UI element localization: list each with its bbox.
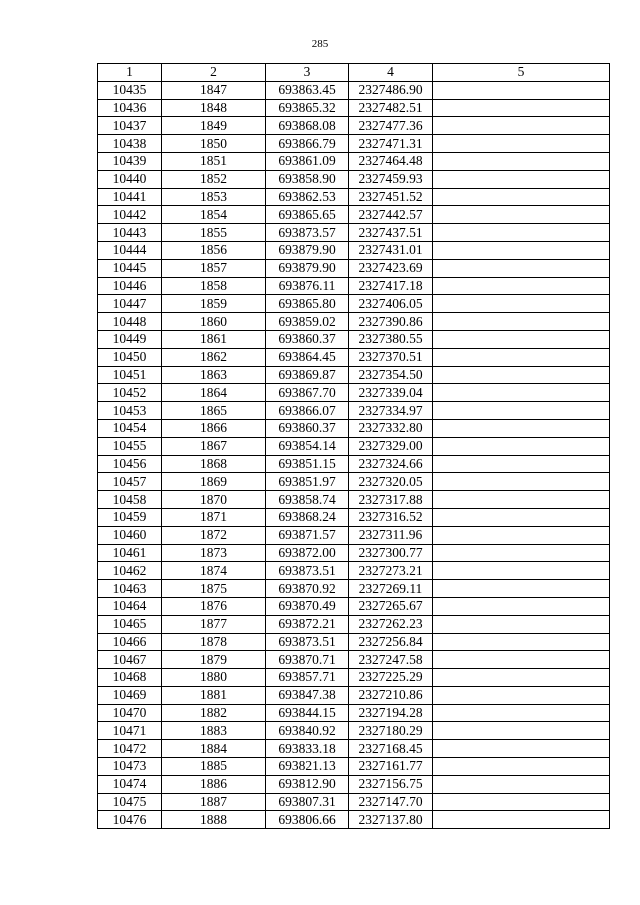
table-cell-col-2: 1874 <box>162 562 266 580</box>
table-row <box>98 651 610 669</box>
table-cell-col-1: 10466 <box>98 633 162 651</box>
table-row <box>98 384 610 402</box>
table-cell-col-4: 2327459.93 <box>349 170 433 188</box>
table-cell-col-4: 2327316.52 <box>349 508 433 526</box>
table-cell-col-5 <box>433 686 610 704</box>
table-cell-col-3: 693873.57 <box>266 224 349 242</box>
header-row <box>98 64 610 82</box>
table-cell-col-3: 693812.90 <box>266 775 349 793</box>
table-cell-col-1: 10470 <box>98 704 162 722</box>
table-cell-col-1: 10443 <box>98 224 162 242</box>
table-cell-col-2: 1864 <box>162 384 266 402</box>
table-cell-col-2: 1856 <box>162 241 266 259</box>
table-cell-col-1: 10460 <box>98 526 162 544</box>
table-cell-col-2: 1850 <box>162 135 266 153</box>
table-cell-col-2: 1868 <box>162 455 266 473</box>
table-cell-col-1: 10476 <box>98 811 162 829</box>
table-cell-col-3: 693861.09 <box>266 152 349 170</box>
table-cell-col-5 <box>433 259 610 277</box>
table-cell-col-4: 2327273.21 <box>349 562 433 580</box>
table-row <box>98 491 610 509</box>
table-cell-col-2: 1877 <box>162 615 266 633</box>
table-cell-col-3: 693860.37 <box>266 330 349 348</box>
table-cell-col-1: 10437 <box>98 117 162 135</box>
table-row <box>98 135 610 153</box>
table-body <box>98 81 610 828</box>
table-cell-col-4: 2327471.31 <box>349 135 433 153</box>
table-cell-col-5 <box>433 597 610 615</box>
table-cell-col-5 <box>433 740 610 758</box>
table-row <box>98 740 610 758</box>
table-cell-col-1: 10463 <box>98 580 162 598</box>
table-cell-col-5 <box>433 313 610 331</box>
table-row <box>98 330 610 348</box>
table-row <box>98 99 610 117</box>
table-cell-col-1: 10436 <box>98 99 162 117</box>
table-cell-col-3: 693870.71 <box>266 651 349 669</box>
table-row <box>98 775 610 793</box>
table-cell-col-3: 693858.90 <box>266 170 349 188</box>
table-row <box>98 419 610 437</box>
table-row <box>98 615 610 633</box>
table-cell-col-5 <box>433 152 610 170</box>
table-cell-col-4: 2327269.11 <box>349 580 433 598</box>
table-cell-col-1: 10475 <box>98 793 162 811</box>
table-cell-col-2: 1888 <box>162 811 266 829</box>
table-cell-col-4: 2327324.66 <box>349 455 433 473</box>
table-cell-col-2: 1875 <box>162 580 266 598</box>
table-cell-col-3: 693858.74 <box>266 491 349 509</box>
table-cell-col-3: 693833.18 <box>266 740 349 758</box>
table-cell-col-4: 2327417.18 <box>349 277 433 295</box>
table-cell-col-4: 2327300.77 <box>349 544 433 562</box>
table-row <box>98 348 610 366</box>
table-cell-col-5 <box>433 793 610 811</box>
table-cell-col-2: 1854 <box>162 206 266 224</box>
table-cell-col-3: 693857.71 <box>266 669 349 687</box>
table-cell-col-3: 693879.90 <box>266 241 349 259</box>
table-cell-col-1: 10439 <box>98 152 162 170</box>
table-cell-col-5 <box>433 99 610 117</box>
table-cell-col-3: 693865.32 <box>266 99 349 117</box>
table-cell-col-5 <box>433 722 610 740</box>
table-row <box>98 704 610 722</box>
table-cell-col-3: 693879.90 <box>266 259 349 277</box>
table-cell-col-4: 2327317.88 <box>349 491 433 509</box>
table-cell-col-1: 10459 <box>98 508 162 526</box>
table-cell-col-5 <box>433 544 610 562</box>
table-cell-col-2: 1852 <box>162 170 266 188</box>
table-cell-col-5 <box>433 508 610 526</box>
table-row <box>98 170 610 188</box>
table-cell-col-3: 693864.45 <box>266 348 349 366</box>
table-row <box>98 686 610 704</box>
table-row <box>98 206 610 224</box>
table-cell-col-1: 10438 <box>98 135 162 153</box>
table-row <box>98 152 610 170</box>
table-cell-col-1: 10473 <box>98 758 162 776</box>
table-cell-col-4: 2327147.70 <box>349 793 433 811</box>
table-cell-col-4: 2327482.51 <box>349 99 433 117</box>
table-cell-col-4: 2327180.29 <box>349 722 433 740</box>
table-cell-col-5 <box>433 135 610 153</box>
table-row <box>98 117 610 135</box>
table-cell-col-4: 2327225.29 <box>349 669 433 687</box>
table-cell-col-4: 2327320.05 <box>349 473 433 491</box>
table-cell-col-2: 1881 <box>162 686 266 704</box>
table-cell-col-3: 693847.38 <box>266 686 349 704</box>
table-cell-col-2: 1883 <box>162 722 266 740</box>
table-cell-col-5 <box>433 81 610 99</box>
table-row <box>98 188 610 206</box>
table-cell-col-3: 693854.14 <box>266 437 349 455</box>
table-cell-col-3: 693865.65 <box>266 206 349 224</box>
table-cell-col-2: 1882 <box>162 704 266 722</box>
table-cell-col-1: 10455 <box>98 437 162 455</box>
table-cell-col-3: 693821.13 <box>266 758 349 776</box>
table-cell-col-5 <box>433 633 610 651</box>
table-cell-col-1: 10449 <box>98 330 162 348</box>
table-cell-col-4: 2327451.52 <box>349 188 433 206</box>
table-cell-col-3: 693869.87 <box>266 366 349 384</box>
table-cell-col-1: 10442 <box>98 206 162 224</box>
table-cell-col-4: 2327437.51 <box>349 224 433 242</box>
table-cell-col-1: 10474 <box>98 775 162 793</box>
table-cell-col-3: 693844.15 <box>266 704 349 722</box>
table-cell-col-2: 1871 <box>162 508 266 526</box>
table-cell-col-5 <box>433 224 610 242</box>
table-cell-col-1: 10467 <box>98 651 162 669</box>
table-row <box>98 544 610 562</box>
table-cell-col-3: 693863.45 <box>266 81 349 99</box>
table-cell-col-5 <box>433 170 610 188</box>
table-row <box>98 277 610 295</box>
table-cell-col-1: 10465 <box>98 615 162 633</box>
table-cell-col-5 <box>433 615 610 633</box>
table-cell-col-2: 1857 <box>162 259 266 277</box>
table-row <box>98 241 610 259</box>
table-cell-col-4: 2327390.86 <box>349 313 433 331</box>
table-cell-col-3: 693859.02 <box>266 313 349 331</box>
column-header-5: 5 <box>433 64 610 82</box>
table-row <box>98 295 610 313</box>
table-cell-col-3: 693862.53 <box>266 188 349 206</box>
table-row <box>98 366 610 384</box>
table-cell-col-4: 2327210.86 <box>349 686 433 704</box>
table-cell-col-4: 2327477.36 <box>349 117 433 135</box>
table-row <box>98 508 610 526</box>
table-cell-col-1: 10457 <box>98 473 162 491</box>
table-cell-col-5 <box>433 491 610 509</box>
table-cell-col-1: 10441 <box>98 188 162 206</box>
table-cell-col-2: 1858 <box>162 277 266 295</box>
table-row <box>98 81 610 99</box>
table-cell-col-2: 1878 <box>162 633 266 651</box>
table-cell-col-4: 2327156.75 <box>349 775 433 793</box>
table-cell-col-3: 693870.92 <box>266 580 349 598</box>
table-cell-col-3: 693865.80 <box>266 295 349 313</box>
table-row <box>98 597 610 615</box>
table-cell-col-3: 693807.31 <box>266 793 349 811</box>
table-cell-col-2: 1849 <box>162 117 266 135</box>
table-cell-col-5 <box>433 704 610 722</box>
table-cell-col-5 <box>433 348 610 366</box>
table-cell-col-4: 2327431.01 <box>349 241 433 259</box>
table-cell-col-3: 693867.70 <box>266 384 349 402</box>
table-cell-col-1: 10456 <box>98 455 162 473</box>
table-cell-col-2: 1853 <box>162 188 266 206</box>
page-number: 285 <box>311 38 329 50</box>
table-cell-col-2: 1879 <box>162 651 266 669</box>
table-cell-col-2: 1862 <box>162 348 266 366</box>
table-cell-col-2: 1872 <box>162 526 266 544</box>
table-cell-col-1: 10444 <box>98 241 162 259</box>
table-cell-col-2: 1861 <box>162 330 266 348</box>
table-cell-col-4: 2327380.55 <box>349 330 433 348</box>
table-cell-col-1: 10435 <box>98 81 162 99</box>
table-row <box>98 811 610 829</box>
table-cell-col-3: 693866.07 <box>266 402 349 420</box>
table-cell-col-4: 2327311.96 <box>349 526 433 544</box>
column-header-3: 3 <box>266 64 349 82</box>
table-cell-col-2: 1884 <box>162 740 266 758</box>
table-row <box>98 758 610 776</box>
table-cell-col-4: 2327329.00 <box>349 437 433 455</box>
table-row <box>98 473 610 491</box>
table-cell-col-4: 2327262.23 <box>349 615 433 633</box>
table-row <box>98 562 610 580</box>
table-cell-col-5 <box>433 206 610 224</box>
table-row <box>98 259 610 277</box>
table-cell-col-2: 1887 <box>162 793 266 811</box>
table-row <box>98 455 610 473</box>
table-cell-col-5 <box>433 402 610 420</box>
table-cell-col-4: 2327339.04 <box>349 384 433 402</box>
table-cell-col-4: 2327265.67 <box>349 597 433 615</box>
table-cell-col-5 <box>433 241 610 259</box>
table-cell-col-2: 1855 <box>162 224 266 242</box>
table-cell-col-3: 693871.57 <box>266 526 349 544</box>
table-cell-col-5 <box>433 775 610 793</box>
column-header-2: 2 <box>162 64 266 82</box>
table-cell-col-4: 2327370.51 <box>349 348 433 366</box>
table-cell-col-4: 2327256.84 <box>349 633 433 651</box>
table-cell-col-1: 10472 <box>98 740 162 758</box>
table-row <box>98 669 610 687</box>
table-cell-col-1: 10450 <box>98 348 162 366</box>
table-cell-col-1: 10464 <box>98 597 162 615</box>
table-row <box>98 224 610 242</box>
table-cell-col-2: 1870 <box>162 491 266 509</box>
table-row <box>98 402 610 420</box>
table-cell-col-1: 10469 <box>98 686 162 704</box>
table-cell-col-1: 10468 <box>98 669 162 687</box>
table-cell-col-4: 2327486.90 <box>349 81 433 99</box>
table-cell-col-1: 10446 <box>98 277 162 295</box>
table-cell-col-4: 2327161.77 <box>349 758 433 776</box>
table-cell-col-3: 693873.51 <box>266 633 349 651</box>
table-cell-col-4: 2327423.69 <box>349 259 433 277</box>
table-cell-col-3: 693876.11 <box>266 277 349 295</box>
table-cell-col-5 <box>433 526 610 544</box>
table-cell-col-2: 1873 <box>162 544 266 562</box>
table-cell-col-2: 1865 <box>162 402 266 420</box>
table-cell-col-5 <box>433 473 610 491</box>
table-cell-col-4: 2327247.58 <box>349 651 433 669</box>
table-cell-col-4: 2327194.28 <box>349 704 433 722</box>
table-cell-col-2: 1885 <box>162 758 266 776</box>
table-cell-col-3: 693860.37 <box>266 419 349 437</box>
table-cell-col-2: 1876 <box>162 597 266 615</box>
table-row <box>98 793 610 811</box>
table-cell-col-4: 2327442.57 <box>349 206 433 224</box>
coordinates-table <box>97 63 610 829</box>
table-cell-col-1: 10452 <box>98 384 162 402</box>
table-cell-col-2: 1880 <box>162 669 266 687</box>
table-cell-col-1: 10462 <box>98 562 162 580</box>
table-cell-col-5 <box>433 651 610 669</box>
table-cell-col-3: 693851.15 <box>266 455 349 473</box>
table-cell-col-5 <box>433 366 610 384</box>
table-cell-col-1: 10448 <box>98 313 162 331</box>
table-row <box>98 313 610 331</box>
table-row <box>98 526 610 544</box>
table-cell-col-5 <box>433 437 610 455</box>
table-row <box>98 722 610 740</box>
table-cell-col-2: 1847 <box>162 81 266 99</box>
table-cell-col-5 <box>433 811 610 829</box>
table-cell-col-3: 693851.97 <box>266 473 349 491</box>
table-cell-col-5 <box>433 419 610 437</box>
table-cell-col-3: 693806.66 <box>266 811 349 829</box>
table-cell-col-1: 10445 <box>98 259 162 277</box>
table-cell-col-2: 1848 <box>162 99 266 117</box>
table-cell-col-2: 1851 <box>162 152 266 170</box>
table-header <box>98 64 610 82</box>
table-cell-col-4: 2327334.97 <box>349 402 433 420</box>
table-cell-col-5 <box>433 117 610 135</box>
table-cell-col-4: 2327332.80 <box>349 419 433 437</box>
table-cell-col-5 <box>433 562 610 580</box>
table-cell-col-1: 10440 <box>98 170 162 188</box>
table-cell-col-3: 693872.21 <box>266 615 349 633</box>
table-cell-col-2: 1869 <box>162 473 266 491</box>
table-row <box>98 633 610 651</box>
table-cell-col-1: 10451 <box>98 366 162 384</box>
table-row <box>98 437 610 455</box>
table-cell-col-3: 693872.00 <box>266 544 349 562</box>
table-cell-col-3: 693840.92 <box>266 722 349 740</box>
table-cell-col-5 <box>433 188 610 206</box>
table-cell-col-1: 10454 <box>98 419 162 437</box>
table-cell-col-2: 1867 <box>162 437 266 455</box>
table-cell-col-5 <box>433 295 610 313</box>
table-cell-col-2: 1863 <box>162 366 266 384</box>
table-cell-col-3: 693868.08 <box>266 117 349 135</box>
table-cell-col-3: 693873.51 <box>266 562 349 580</box>
table-cell-col-3: 693866.79 <box>266 135 349 153</box>
table-cell-col-5 <box>433 758 610 776</box>
column-header-1: 1 <box>98 64 162 82</box>
table-cell-col-1: 10471 <box>98 722 162 740</box>
column-header-4: 4 <box>349 64 433 82</box>
table-cell-col-4: 2327406.05 <box>349 295 433 313</box>
table-cell-col-1: 10458 <box>98 491 162 509</box>
table-cell-col-4: 2327168.45 <box>349 740 433 758</box>
table-cell-col-3: 693868.24 <box>266 508 349 526</box>
table-cell-col-2: 1860 <box>162 313 266 331</box>
table-cell-col-1: 10453 <box>98 402 162 420</box>
table-cell-col-1: 10447 <box>98 295 162 313</box>
table-cell-col-2: 1866 <box>162 419 266 437</box>
table-cell-col-4: 2327354.50 <box>349 366 433 384</box>
table-cell-col-1: 10461 <box>98 544 162 562</box>
table-cell-col-5 <box>433 330 610 348</box>
table-cell-col-2: 1886 <box>162 775 266 793</box>
table-cell-col-5 <box>433 277 610 295</box>
table-cell-col-2: 1859 <box>162 295 266 313</box>
table-row <box>98 580 610 598</box>
table-cell-col-4: 2327137.80 <box>349 811 433 829</box>
table-cell-col-5 <box>433 384 610 402</box>
table-cell-col-4: 2327464.48 <box>349 152 433 170</box>
table-cell-col-5 <box>433 455 610 473</box>
table-cell-col-5 <box>433 669 610 687</box>
table-cell-col-5 <box>433 580 610 598</box>
table-cell-col-3: 693870.49 <box>266 597 349 615</box>
